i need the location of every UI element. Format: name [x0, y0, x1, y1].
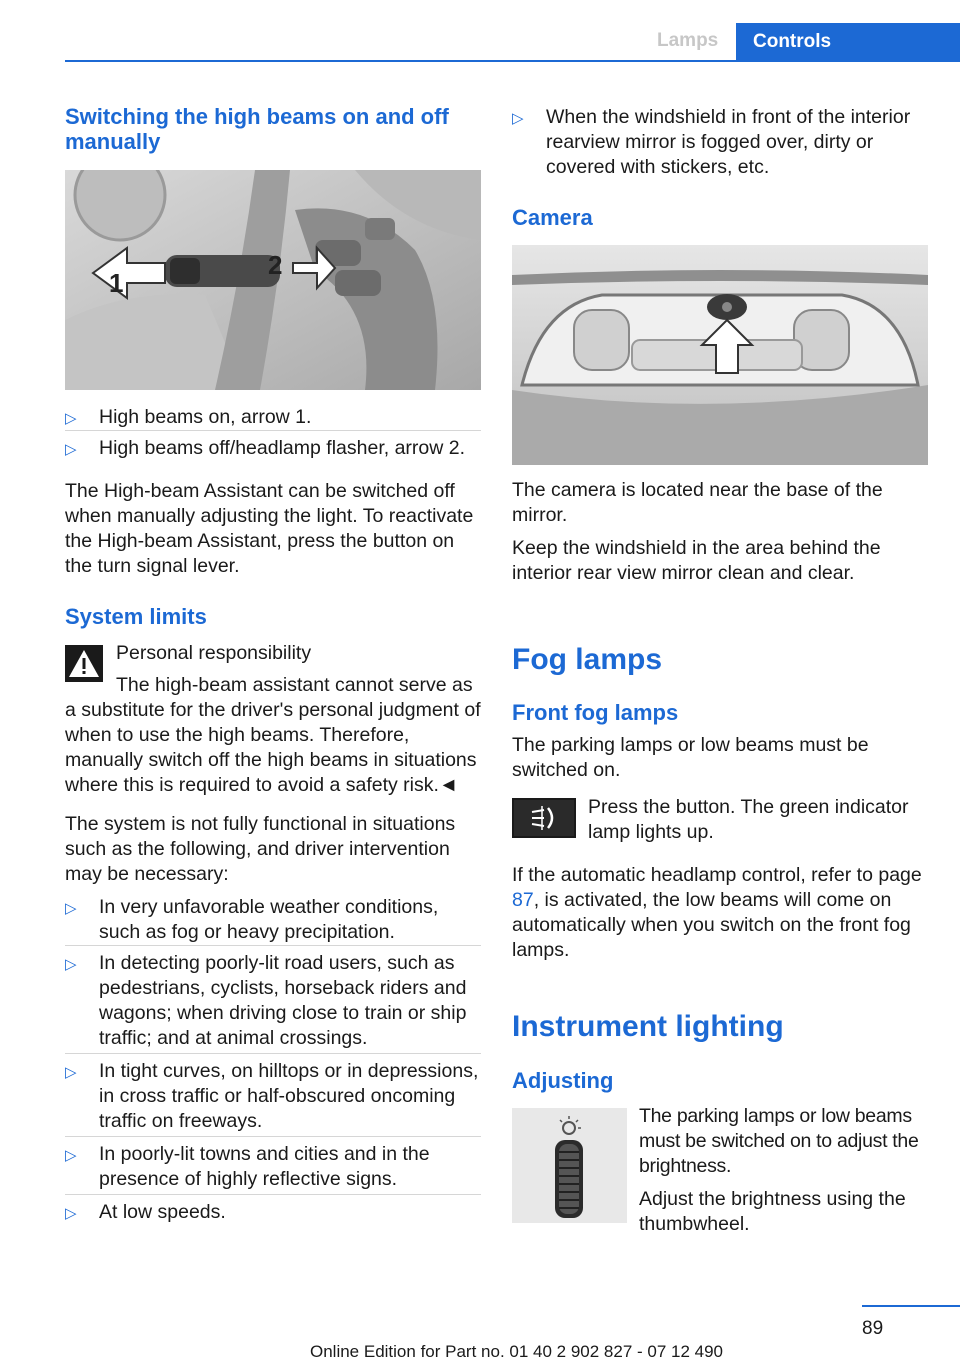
divider	[65, 945, 481, 946]
bullet-triangle-icon: ▷	[65, 1205, 77, 1222]
paragraph-fog-button: Press the button. The green indicator lamp lights up.	[588, 796, 909, 843]
thumbwheel-icon	[512, 1108, 627, 1223]
warning-title: Personal responsibility	[116, 642, 312, 664]
heading-adjusting: Adjusting	[512, 1068, 614, 1093]
bullet-triangle-icon: ▷	[65, 956, 77, 973]
heading-system-limits: System limits	[65, 604, 207, 629]
paragraph-adjust-requirement: The parking lamps or low beams must be switched on to adjust the brightness.	[639, 1105, 919, 1177]
paragraph-camera-location: The camera is located near the base of the mirror.	[512, 479, 883, 526]
page-number: 89	[862, 1318, 884, 1339]
figure-label-2: 2	[268, 250, 283, 280]
divider	[65, 1194, 481, 1195]
divider	[65, 1053, 481, 1054]
heading-camera: Camera	[512, 205, 593, 230]
paragraph-fog-automatic: If the automatic headlamp control, refer to page 87, is activated, the low beams will come on automatically when you switch on the front fog lamps.	[512, 864, 922, 961]
heading-front-fog-lamps: Front fog lamps	[512, 700, 679, 725]
paragraph-adjust-thumbwheel: Adjust the brightness using the thumbwheel.	[639, 1188, 906, 1235]
edition-footer: Online Edition for Part no. 01 40 2 902 827 - 07 12 490	[310, 1342, 724, 1361]
header-rule	[65, 60, 960, 62]
turn-signal-lever-figure	[65, 170, 481, 390]
footer-rule	[862, 1305, 960, 1307]
bullet-triangle-icon: ▷	[65, 900, 77, 917]
figure-label-1: 1	[109, 268, 124, 298]
camera-location-figure	[512, 245, 928, 465]
bullet-triangle-icon: ▷	[65, 1147, 77, 1164]
bullet-triangle-icon: ▷	[65, 410, 77, 427]
header-chapter-tab[interactable]: Controls	[736, 23, 960, 62]
bullet-triangle-icon: ▷	[65, 1064, 77, 1081]
heading-high-beams-manual: Switching the high beams on and off manually	[65, 104, 449, 154]
header-section-tab[interactable]: Lamps	[657, 30, 719, 51]
bullet-triangle-icon: ▷	[512, 110, 524, 127]
paragraph-limits: The system is not fully functional in situations such as the following, and driver intervention may be necessary:	[65, 813, 456, 885]
paragraph-camera-clean: Keep the windshield in the area behind the interior rear view mirror clean and clear.	[512, 537, 881, 584]
heading-fog-lamps: Fog lamps	[512, 643, 663, 676]
warning-text: The high-beam assistant cannot serve as a substitute for the driver's personal judgment of when to use the high beams. Therefore, manually switch off the high beams in situations where this is required to avoid a safety risk.◄	[65, 674, 481, 796]
heading-instrument-lighting: Instrument lighting	[512, 1010, 784, 1043]
paragraph-fog-requirement: The parking lamps or low beams must be switched on.	[512, 734, 869, 781]
bullet-triangle-icon: ▷	[65, 441, 77, 458]
paragraph-assistant: The High-beam Assistant can be switched off when manually adjusting the light. To reactivate the High-beam Assistant, press the button on the turn signal lever.	[65, 480, 474, 577]
divider	[65, 430, 481, 431]
page-link-87[interactable]: 87	[512, 889, 534, 911]
divider	[65, 1136, 481, 1137]
fog-lamp-button-icon	[512, 798, 576, 838]
